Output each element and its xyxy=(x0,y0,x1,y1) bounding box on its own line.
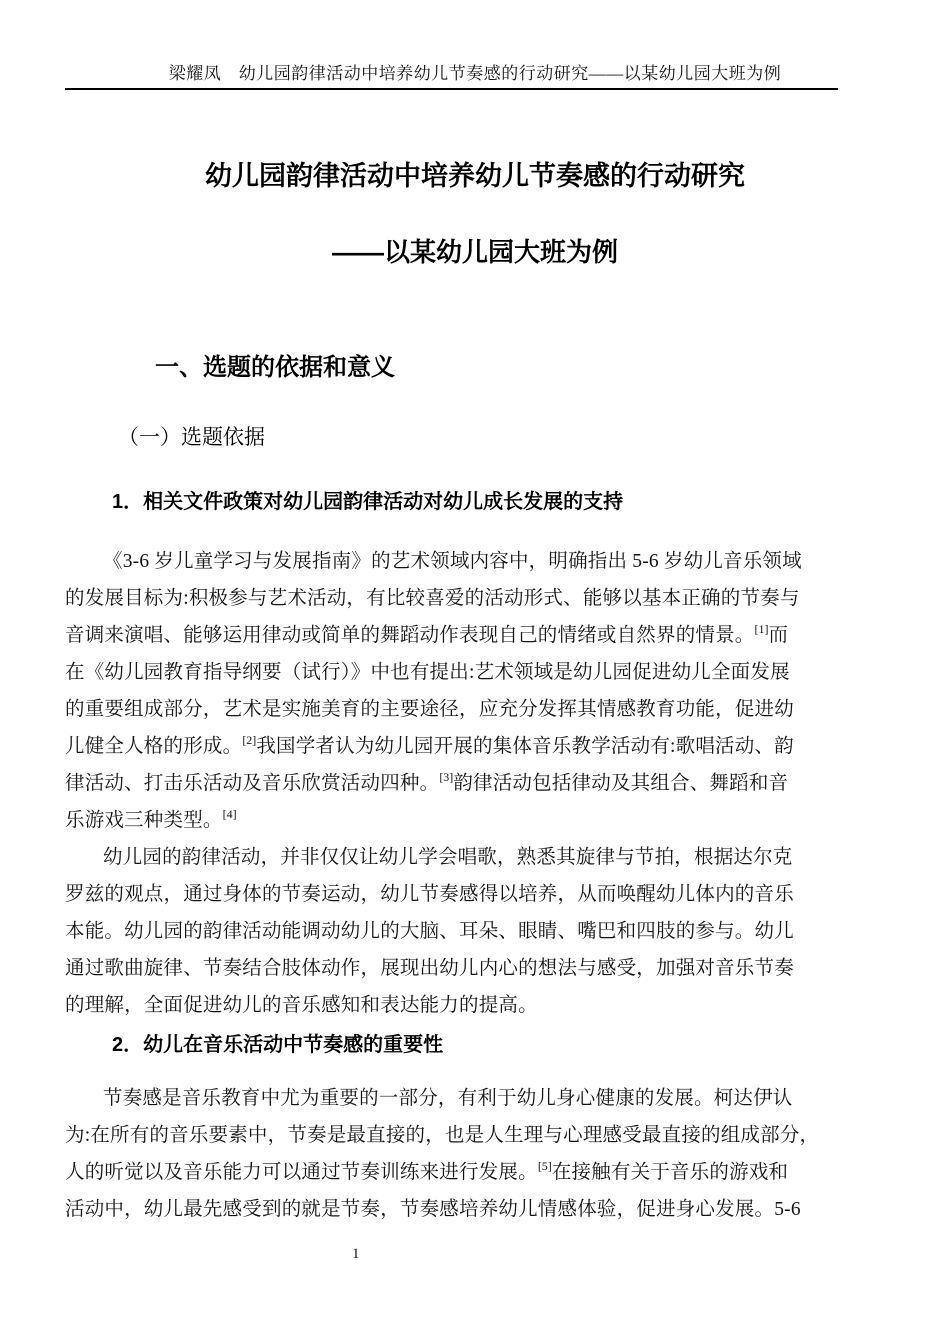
header-rule xyxy=(65,88,838,90)
text-line xyxy=(65,1154,885,1191)
text-line xyxy=(65,802,885,839)
text-line: 幼儿园的韵律活动，并非仅仅让幼儿学会唱歌，熟悉其旋律与节拍，根据达尔克 xyxy=(103,847,793,868)
text-segment: 韵律活动包括律动及其组合、舞蹈和音 xyxy=(453,773,789,794)
text-line xyxy=(65,617,885,654)
text-segment: 律活动、打击乐活动及音乐欣赏活动四种。 xyxy=(65,773,440,794)
text-segment: 乐游戏三种类型。 xyxy=(65,810,223,831)
text-segment: 我国学者认为幼儿园开展的集体音乐教学活动有:歌唱活动、韵 xyxy=(256,736,794,757)
page-number: 1 xyxy=(352,1246,360,1262)
section-heading-1: 一、选题的依据和意义 xyxy=(155,354,395,381)
subsection-heading-1: （一）选题依据 xyxy=(118,425,265,449)
paragraph-2 xyxy=(65,839,885,1024)
text-line xyxy=(65,728,885,765)
citation-ref-4: [4] xyxy=(222,807,237,821)
text-line: 通过歌曲旋律、节奏结合肢体动作，展现出幼儿内心的想法与感受，加强对音乐节奏 xyxy=(65,958,794,979)
point-heading-1: 1．相关文件政策对幼儿园韵律活动对幼儿成长发展的支持 xyxy=(112,491,624,513)
document-subtitle: ——以某幼儿园大班为例 xyxy=(331,237,618,267)
text-line: 的理解，全面促进幼儿的音乐感知和表达能力的提高。 xyxy=(65,995,538,1016)
text-line: 在《幼儿园教育指导纲要（试行）》中也有提出:艺术领域是幼儿园促进幼儿全面发展 xyxy=(65,662,790,683)
text-segment: 在接触有关于音乐的游戏和 xyxy=(551,1162,789,1183)
text-line: 罗兹的观点，通过身体的节奏运动，幼儿节奏感得以培养，从而唤醒幼儿体内的音乐 xyxy=(65,884,794,905)
text-line: 的重要组成部分，艺术是实施美育的主要途径，应充分发挥其情感教育功能，促进幼 xyxy=(65,699,794,720)
text-line: 的发展目标为:积极参与艺术活动，有比较喜爱的活动形式、能够以基本正确的节奏与 xyxy=(65,588,800,609)
citation-ref-2: [2] xyxy=(242,733,257,747)
paragraph-3 xyxy=(65,1080,885,1228)
paragraph-1 xyxy=(65,543,885,839)
text-line: 《3-6 岁儿童学习与发展指南》的艺术领域内容中，明确指出 5-6 岁幼儿音乐领域 xyxy=(103,551,802,572)
text-segment: 而 xyxy=(768,625,789,646)
text-line xyxy=(65,765,885,802)
running-head: 梁耀凤 幼儿园韵律活动中培养幼儿节奏感的行动研究——以某幼儿园大班为例 xyxy=(168,64,782,83)
citation-ref-3: [3] xyxy=(439,770,454,784)
citation-ref-1: [1] xyxy=(754,622,769,636)
text-line: 活动中，幼儿最先感受到的就是节奏，节奏感培养幼儿情感体验，促进身心发展。5-6 xyxy=(65,1199,801,1220)
point-heading-2: 2．幼儿在音乐活动中节奏感的重要性 xyxy=(112,1034,444,1056)
text-segment: 人的听觉以及音乐能力可以通过节奏训练来进行发展。 xyxy=(65,1162,538,1183)
text-segment: 儿健全人格的形成。 xyxy=(65,736,243,757)
text-line: 为:在所有的音乐要素中，节奏是最直接的，也是人生理与心理感受最直接的组成部分， xyxy=(65,1125,820,1146)
text-line: 节奏感是音乐教育中尤为重要的一部分，有利于幼儿身心健康的发展。柯达伊认 xyxy=(103,1088,793,1109)
citation-ref-5: [5] xyxy=(537,1159,552,1173)
text-line: 本能。幼儿园的韵律活动能调动幼儿的大脑、耳朵、眼睛、嘴巴和四肢的参与。幼儿 xyxy=(65,921,794,942)
text-segment: 音调来演唱、能够运用律动或简单的舞蹈动作表现自己的情绪或自然界的情景。 xyxy=(65,625,755,646)
document-title: 幼儿园韵律活动中培养幼儿节奏感的行动研究 xyxy=(205,161,745,191)
